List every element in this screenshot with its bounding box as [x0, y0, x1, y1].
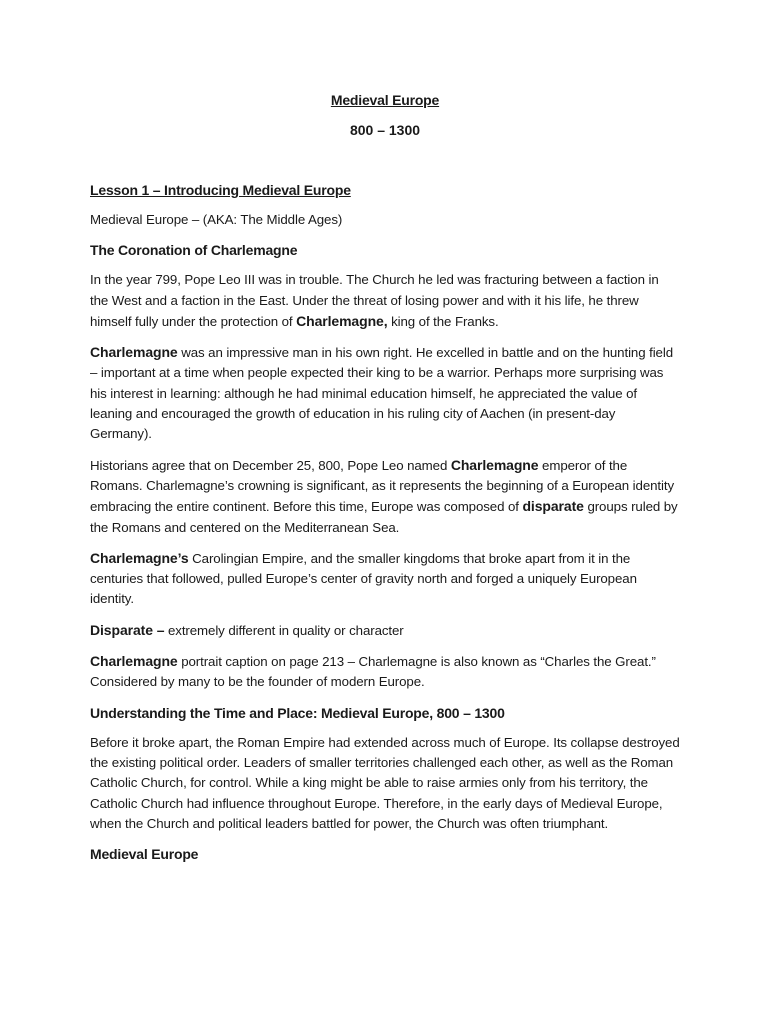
paragraph-1-text-b: king of the Franks. [387, 313, 499, 329]
final-heading: Medieval Europe [90, 846, 199, 863]
paragraph-3 [90, 455, 680, 538]
paragraph-3-text-a: Historians agree that on December 25, 800, Pope Leo named [90, 457, 451, 473]
lesson-heading: Lesson 1 – Introducing Medieval Europe [90, 182, 351, 198]
understanding-heading: Understanding the Time and Place: Medieval Europe, 800 – 1300 [90, 704, 505, 721]
document-subtitle: 800 – 1300 [349, 122, 421, 138]
intro-line: Medieval Europe – (AKA: The Middle Ages) [90, 212, 343, 227]
paragraph-3-bold-2: disparate [522, 498, 584, 515]
paragraph-4-bold: Charlemagne’s [90, 549, 189, 566]
paragraph-4 [90, 548, 680, 610]
definition-line [90, 620, 680, 641]
definition-text: extremely different in quality or character [164, 622, 404, 638]
paragraph-2-bold: Charlemagne [90, 344, 178, 361]
coronation-heading: The Coronation of Charlemagne [90, 242, 298, 259]
paragraph-3-text-c: groups ruled by the Romans and centered on the Mediterranean Sea. [90, 499, 678, 535]
document-title: Medieval Europe [330, 92, 440, 108]
paragraph-2 [90, 342, 680, 444]
paragraph-5-text: portrait caption on page 213 – Charlemagne is also known as “Charles the Great.” Considered by many to be the founder of modern Europe. [90, 654, 656, 690]
paragraph-4-text: Carolingian Empire, and the smaller kingdoms that broke apart from it in the centuries that followed, pulled Europe’s center of gravity north and forged a uniquely European identity. [90, 550, 637, 607]
paragraph-3-bold-1: Charlemagne [450, 456, 539, 473]
paragraph-6: Before it broke apart, the Roman Empire had extended across much of Europe. Its collapse destroyed the existing political order. Leaders of smaller territories challenged each other, as well as the Roman Catholic Church, for control. While a king might be able to raise armies only from his territory, the Catholic Church had influence throughout Europe. Therefore, in the early days of Medieval Europe, when the Church and political leaders battled for power, the Church was often triumphant. [90, 734, 680, 831]
paragraph-1 [90, 270, 680, 332]
paragraph-2-text: was an impressive man in his own right. He excelled in battle and on the hunting field – important at a time when people expected their king to be a warrior. Perhaps more surprising was his interest in learning: although he had minimal education himself, he appreciated the value of leaning and encouraged the growth of education in his ruling city of Aachen (in present-day Germany). [90, 345, 673, 442]
paragraph-5 [90, 651, 680, 693]
definition-term: Disparate – [90, 621, 165, 638]
paragraph-1-text-a: In the year 799, Pope Leo III was in trouble. The Church he led was fracturing between a faction in the West and a faction in the East. Under the threat of losing power and with it his life, he threw himself fully under the protection of [90, 272, 659, 329]
paragraph-5-bold: Charlemagne [90, 653, 178, 670]
paragraph-1-bold: Charlemagne, [296, 312, 388, 329]
paragraph-3-text-b: emperor of the Romans. Charlemagne’s crowning is significant, as it represents the beginning of a European identity embracing the entire continent. Before this time, Europe was composed of [90, 457, 675, 515]
document-page [90, 90, 680, 874]
